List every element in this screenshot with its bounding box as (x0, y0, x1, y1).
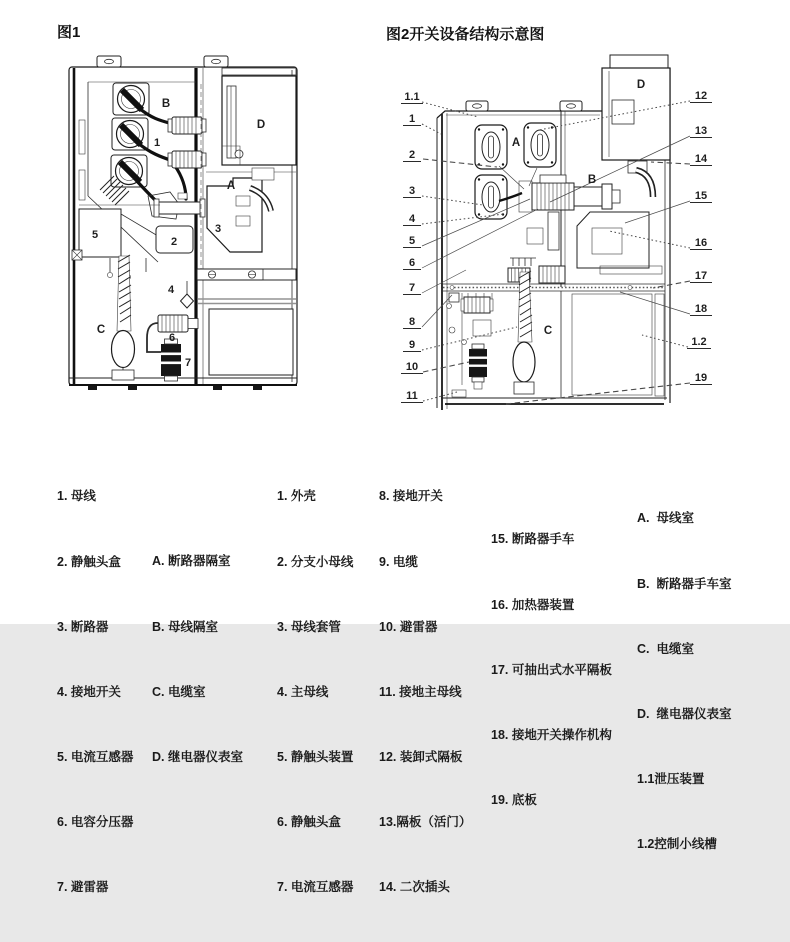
relay-instrument-box (602, 55, 670, 160)
fig2-callout-5: 5 (408, 235, 416, 247)
legend-item: 8. 接地开关 (379, 489, 443, 504)
legend-item: 1.2控制小线槽 (637, 836, 717, 851)
legend-item: 6. 静触头盒 (277, 814, 341, 829)
fig2-callout-12: 12 (694, 90, 708, 102)
figure2-drawing (395, 45, 725, 425)
legend-item: 11. 接地主母线 (379, 684, 462, 699)
fig2-callout-18: 18 (694, 303, 708, 315)
fig1-callout-7: 7 (184, 357, 192, 369)
fig2-callout-6: 6 (408, 257, 416, 269)
static-contact-box (475, 175, 507, 219)
fig2-callout-1: 1 (408, 113, 416, 125)
legend-item: 18. 接地开关操作机构 (491, 727, 612, 742)
fig1-callout-A: A (226, 180, 236, 192)
legend-item: 17. 可抽出式水平隔板 (491, 662, 612, 677)
fig1-callout-2: 2 (170, 236, 178, 248)
horizontal-partition (443, 284, 665, 291)
static-contact-box (475, 125, 507, 169)
legend-item: D. 继电器仪表室 (152, 749, 243, 764)
legend-fig1-items (57, 443, 133, 942)
fig2-room-C: C (543, 325, 553, 337)
fig1-callout-D: D (256, 119, 266, 131)
fig2-callout-19: 19 (694, 372, 708, 384)
fig2-room-B: B (587, 174, 597, 186)
fig2-room-D: D (636, 79, 646, 91)
fig2-callout-9: 9 (408, 339, 416, 351)
legend-item: 5. 静触头装置 (277, 749, 354, 764)
legend-item: B. 母线隔室 (152, 619, 218, 634)
legend-item: 3. 断路器 (57, 619, 109, 634)
fig2-callout-1-2: 1.2 (691, 336, 707, 348)
mounting-tabs (97, 56, 228, 67)
legend-fig2-rooms (637, 465, 731, 899)
legend-item: 9. 电缆 (379, 554, 418, 569)
figure1-title: 图1 (57, 24, 81, 41)
fig2-callout-14: 14 (694, 153, 708, 165)
legend-item: 13.隔板（活门） (379, 814, 472, 829)
fig2-callout-10: 10 (405, 361, 419, 373)
legend-fig2-items-3 (491, 486, 612, 855)
legend-item: 12. 装卸式隔板 (379, 749, 463, 764)
legend-item: 5. 电流互感器 (57, 749, 134, 764)
figure2-title: 图2开关设备结构示意图 (386, 26, 545, 43)
surge-arrester (161, 339, 181, 381)
current-transformer (461, 297, 493, 313)
legend-item: 3. 母线套管 (277, 619, 341, 634)
fig1-callout-6: 6 (168, 332, 176, 344)
fig2-callout-2: 2 (408, 149, 416, 161)
fig2-callout-17: 17 (694, 270, 708, 282)
fig1-callout-5: 5 (91, 229, 99, 241)
fig1-callout-B: B (161, 98, 171, 110)
legend-item: 16. 加热器装置 (491, 597, 575, 612)
legend-item: C. 电缆室 (152, 684, 206, 699)
legend-item: D. 继电器仪表室 (637, 706, 732, 721)
fig2-callout-3: 3 (408, 185, 416, 197)
figure1-drawing (40, 45, 310, 395)
legend-item: 4. 主母线 (277, 684, 329, 699)
legend-item: 15. 断路器手车 (491, 532, 575, 547)
fig2-callout-11: 11 (406, 390, 418, 402)
legend-item: 1.1泄压装置 (637, 771, 705, 786)
legend-item: 2. 分支小母线 (277, 554, 354, 569)
fig1-callout-1: 1 (153, 137, 161, 149)
fig2-callout-1-1: 1.1 (404, 91, 420, 103)
legend-item: 2. 静触头盒 (57, 554, 121, 569)
legend-item: 14. 二次插头 (379, 880, 450, 895)
fig2-callout-4: 4 (408, 213, 416, 225)
fig2-callout-15: 15 (694, 190, 708, 202)
surge-arrester (469, 344, 487, 389)
legend-item: A. 断路器隔室 (152, 554, 231, 569)
cable-room (447, 271, 665, 397)
legend-item: 1. 外壳 (277, 489, 316, 504)
legend-item: 4. 接地开关 (57, 684, 121, 699)
fig1-callout-4: 4 (167, 284, 175, 296)
legend-fig1-rooms (152, 508, 243, 812)
legend-item: 6. 电容分压器 (57, 814, 134, 829)
legend-item: 1. 母线 (57, 489, 96, 504)
legend-item: 7. 电流互感器 (277, 880, 354, 895)
fig2-callout-13: 13 (694, 125, 708, 137)
fig2-room-A: A (511, 137, 521, 149)
power-cable (513, 271, 535, 394)
fig2-callout-16: 16 (694, 237, 708, 249)
legend-item: A. 母线室 (637, 511, 694, 526)
legend-fig2-items-2 (379, 443, 471, 942)
fig2-callout-7: 7 (408, 282, 416, 294)
legend-item: C. 电缆室 (637, 641, 694, 656)
legend-item: B. 断路器手车室 (637, 576, 732, 591)
ct-stack (539, 266, 565, 283)
mounting-tabs (466, 101, 582, 111)
fig1-callout-C: C (96, 324, 106, 336)
fig1-callout-3: 3 (214, 223, 222, 235)
legend-fig2-items-1 (277, 443, 353, 942)
legend-item: 7. 避雷器 (57, 880, 109, 895)
legend-item: 10. 避雷器 (379, 619, 438, 634)
legend-item: 19. 底板 (491, 792, 537, 807)
fig2-callout-8: 8 (408, 316, 416, 328)
